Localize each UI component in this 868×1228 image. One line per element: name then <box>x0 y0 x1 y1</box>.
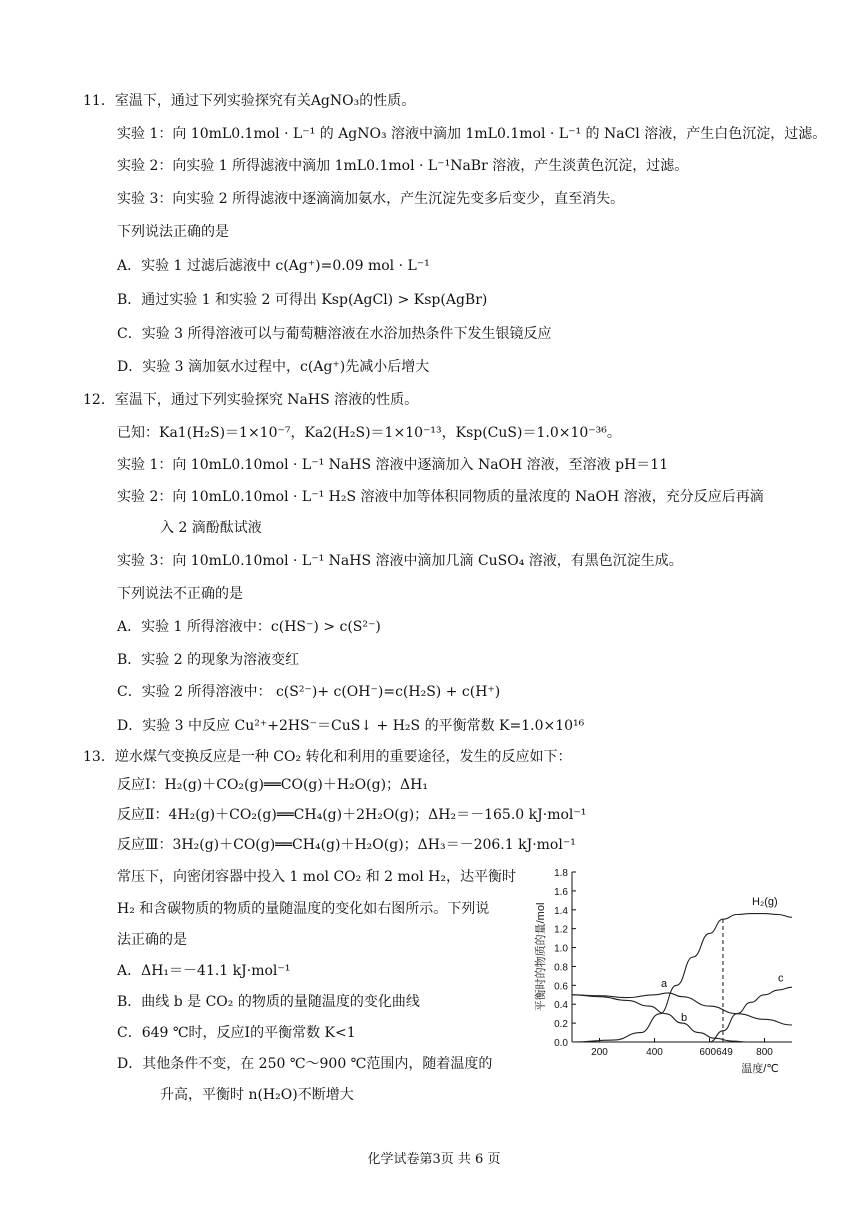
q11-prompt: 下列说法正确的是 <box>117 224 229 240</box>
q13-reaction-3: 反应Ⅲ：3H₂(g)＋CO(g)══CH₄(g)＋H₂O(g)；ΔH₃＝－206.1 kJ·mol⁻¹ <box>117 837 576 853</box>
q13-reaction-1: 反应Ⅰ：H₂(g)＋CO₂(g)══CO(g)＋H₂O(g)；ΔH₁ <box>117 777 428 793</box>
y-tick-label: 0.2 <box>554 1019 568 1031</box>
y-tick-label: 0.8 <box>554 962 568 974</box>
q11-exp2: 实验 2：向实验 1 所得滤液中滴加 1mL0.1mol · L⁻¹NaBr 溶液，产生淡黄色沉淀，过滤。 <box>117 158 689 174</box>
y-tick-label: 1.0 <box>554 943 568 955</box>
q11-option-d: D．实验 3 滴加氨水过程中，c(Ag⁺)先减小后增大 <box>117 359 430 375</box>
x-axis-title: 温度/℃ <box>741 1063 779 1075</box>
q12-exp2b: 入 2 滴酚酞试液 <box>160 520 262 536</box>
q12-option-a: A．实验 1 所得溶液中：c(HS⁻) > c(S²⁻) <box>117 619 381 635</box>
series-c <box>710 987 793 1042</box>
q12-known: 已知：Ka1(H₂S)＝1×10⁻⁷，Ka2(H₂S)＝1×10⁻¹³，Ksp(CuS)＝1.0×10⁻³⁶。 <box>117 425 621 441</box>
y-tick-label: 1.8 <box>554 868 568 879</box>
equilibrium-chart <box>520 862 820 1082</box>
q12-stem: 12．室温下，通过下列实验探究 NaHS 溶液的性质。 <box>83 392 419 408</box>
page-footer: 化学试卷第3页 共 6 页 <box>367 1152 501 1167</box>
series-label: a <box>661 978 668 991</box>
q13-stem: 13．逆水煤气变换反应是一种 CO₂ 转化和利用的重要途径，发生的反应如下： <box>83 749 572 765</box>
q11-option-c: C．实验 3 所得溶液可以与葡萄糖溶液在水浴加热条件下发生银镜反应 <box>117 326 552 342</box>
x-tick-label: 400 <box>646 1047 663 1058</box>
q12-exp2a: 实验 2：向 10mL0.10mol · L⁻¹ H₂S 溶液中加等体积同物质的量浓度的 NaOH 溶液，充分反应后再滴 <box>117 489 764 505</box>
q12-option-c: C．实验 2 所得溶液中： c(S²⁻)+ c(OH⁻)=c(H₂S) + c(H⁺) <box>117 684 501 700</box>
series-label: H₂(g) <box>752 896 778 909</box>
y-tick-label: 1.2 <box>554 924 568 936</box>
q13-option-d-line1: D．其他条件不变，在 250 ℃～900 ℃范围内，随着温度的 <box>117 1056 493 1072</box>
y-tick-label: 0.4 <box>554 1000 568 1012</box>
q12-exp1: 实验 1：向 10mL0.10mol · L⁻¹ NaHS 溶液中逐滴加入 NaOH 溶液，至溶液 pH＝11 <box>117 457 669 473</box>
y-tick-label: 1.6 <box>554 886 568 898</box>
x-tick-label: 800 <box>756 1047 773 1058</box>
q13-reaction-2: 反应Ⅱ：4H₂(g)＋CO₂(g)══CH₄(g)＋2H₂O(g)；ΔH₂＝－165.0 kJ·mol⁻¹ <box>117 807 587 823</box>
q13-option-c: C．649 ℃时，反应Ⅰ的平衡常数 K<1 <box>117 1025 356 1041</box>
q11-exp3: 实验 3：向实验 2 所得滤液中逐滴滴加氨水，产生沉淀先变多后变少，直至消失。 <box>117 191 625 207</box>
q11-stem: 11．室温下，通过下列实验探究有关AgNO₃的性质。 <box>83 93 416 109</box>
q11-option-b: B．通过实验 1 和实验 2 可得出 Ksp(AgCl) > Ksp(AgBr) <box>117 292 488 308</box>
q12-option-b: B．实验 2 的现象为溶液变红 <box>117 652 300 668</box>
q13-option-b: B．曲线 b 是 CO₂ 的物质的量随温度的变化曲线 <box>117 994 420 1010</box>
q11-exp1: 实验 1：向 10mL0.1mol · L⁻¹ 的 AgNO₃ 溶液中滴加 1mL0.1mol · L⁻¹ 的 NaCl 溶液，产生白色沉淀，过滤。 <box>117 126 827 142</box>
q11-option-a: A．实验 1 过滤后滤液中 c(Ag⁺)=0.09 mol · L⁻¹ <box>117 258 430 274</box>
q12-option-d: D．实验 3 中反应 Cu²⁺+2HS⁻＝CuS↓ + H₂S 的平衡常数 K=1.0×10¹⁶ <box>117 718 585 734</box>
y-tick-label: 0.6 <box>554 981 568 993</box>
x-tick-label: 600649 <box>699 1047 733 1058</box>
y-tick-label: 0.0 <box>554 1038 568 1049</box>
q13-para-3: 法正确的是 <box>117 932 187 948</box>
series-b <box>572 995 748 1042</box>
q13-option-d-line2: 升高，平衡时 n(H₂O)不断增大 <box>160 1087 354 1103</box>
q12-exp3: 实验 3：向 10mL0.10mol · L⁻¹ NaHS 溶液中滴加几滴 CuSO₄ 溶液，有黑色沉淀生成。 <box>117 553 683 569</box>
q13-option-a: A．ΔH₁＝－41.1 kJ·mol⁻¹ <box>117 963 291 979</box>
x-tick-label: 200 <box>591 1047 608 1058</box>
q13-para-1: 常压下，向密闭容器中投入 1 mol CO₂ 和 2 mol H₂，达平衡时 <box>117 869 516 885</box>
q12-prompt: 下列说法不正确的是 <box>117 586 243 602</box>
y-tick-label: 1.4 <box>554 905 568 917</box>
y-axis-title: 平衡时的物质的量/mol <box>535 902 547 1012</box>
series-label: c <box>778 972 784 985</box>
q13-para-2: H₂ 和含碳物质的物质的量随温度的变化如右图所示。下列说 <box>117 901 490 917</box>
series-label: b <box>681 1012 688 1025</box>
